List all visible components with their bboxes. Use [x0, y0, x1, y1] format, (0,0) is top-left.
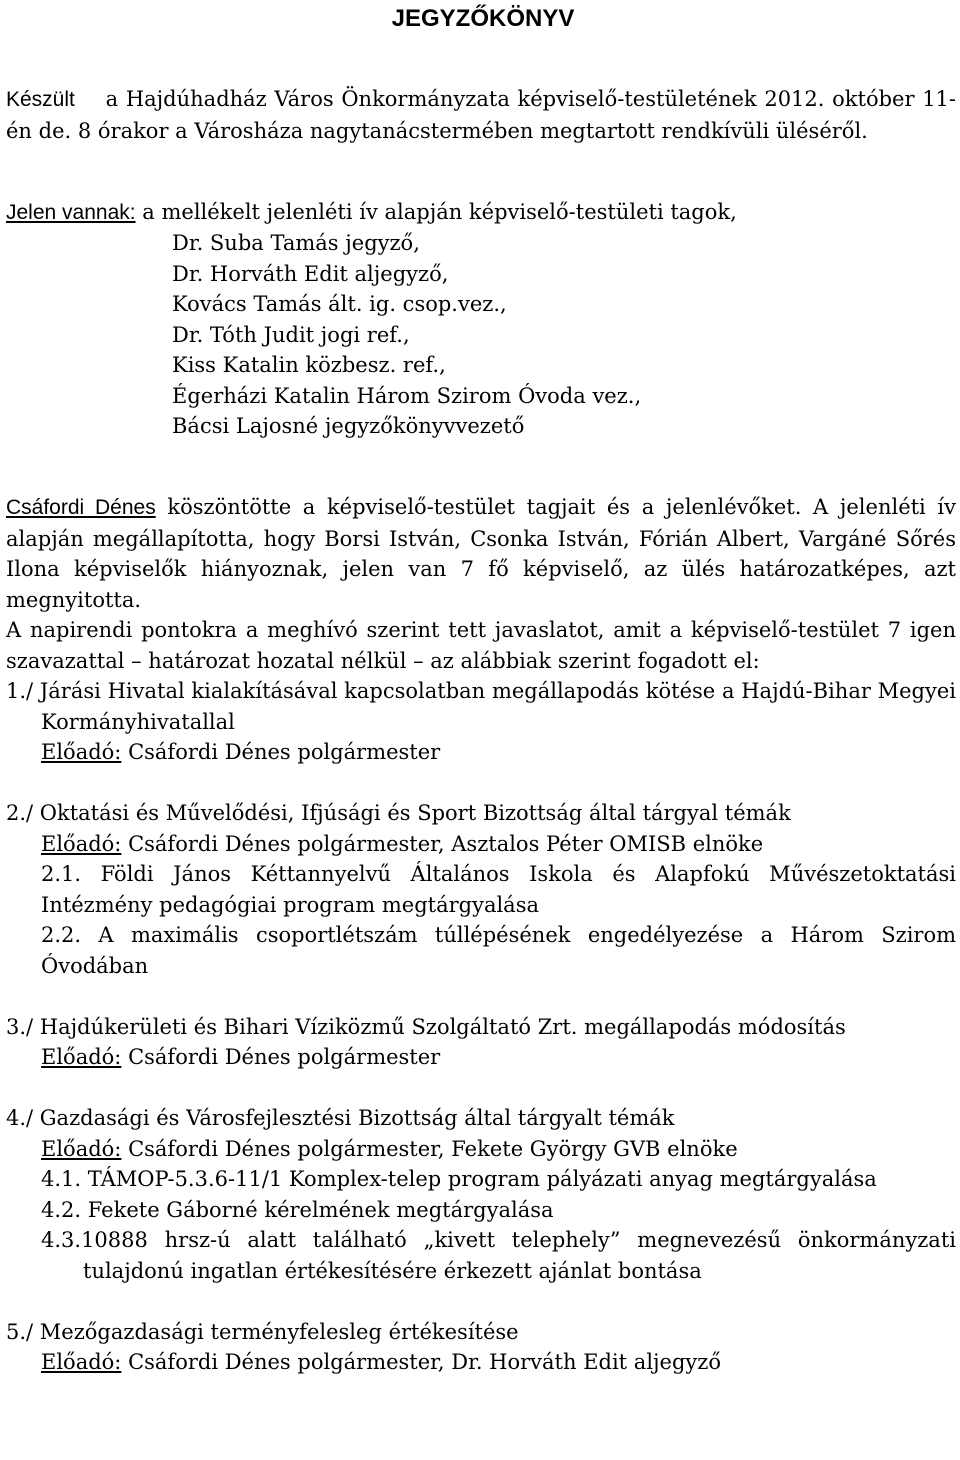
intro-label: Készült [6, 88, 75, 111]
present-paragraph [6, 197, 956, 229]
document-page [6, 4, 956, 1378]
agenda-item-2-2: 2.2. A maximális csoportlétszám túllépésének engedélyezése a Három Szirom Óvodában [41, 923, 956, 978]
agenda-item-5: 5./ Mezőgazdasági terményfelesleg értékesítése [6, 1319, 519, 1344]
agenda-item-1: 1./ Járási Hivatal kialakításával kapcsolatban megállapodás kötése a Hajdú-Bihar Megyei Kormányhivatallal [6, 679, 956, 734]
present-item: Bácsi Lajosné jegyzőkönyvvezető [172, 414, 525, 438]
agenda-item-3-presenter: Előadó: Csáfordi Dénes polgármester [41, 1045, 441, 1069]
intro-text: a Hajdúhadház Város Önkormányzata képviselő-testületének 2012. október 11-én de. 8 órakor a Városháza nagytanácstermében megtartott rendkívüli üléséről. [6, 87, 957, 143]
agenda-item-3: 3./ Hajdúkerületi és Bihari Víziközmű Szolgáltató Zrt. megállapodás módosítás [6, 1014, 846, 1039]
presenter-label: Előadó: [41, 1136, 122, 1161]
agenda-item-2-presenter: Előadó: Csáfordi Dénes polgármester, Asztalos Péter OMISB elnöke [41, 831, 764, 856]
presenter-label: Előadó: [41, 1045, 122, 1069]
agenda-item-2: 2./ Oktatási és Művelődési, Ifjúsági és Sport Bizottság által tárgyal témák [6, 801, 791, 825]
presenter-label: Előadó: [41, 740, 122, 764]
intro-paragraph [6, 84, 956, 146]
present-text: a mellékelt jelenléti ív alapján képviselő-testületi tagok, [142, 199, 737, 224]
presenter-label: Előadó: [41, 831, 122, 856]
present-item: Dr. Horváth Edit aljegyző, [172, 261, 449, 286]
chair-text: köszöntötte a képviselő-testület tagjait és a jelenlévőket. A jelenléti ív alapján megállapította, hogy Borsi István, Csonka István, Fórián Albert, Vargáné Sőrés Ilona képviselők hiányoznak, jelen van 7 fő képviselő, az ülés határozatképes, azt megnyitotta. [6, 495, 956, 612]
agenda-item-4-1: 4.1. TÁMOP-5.3.6-11/1 Komplex-telep program pályázati anyag megtárgyalása [41, 1167, 877, 1191]
agenda-item-4: 4./ Gazdasági és Városfejlesztési Bizottság által tárgyalt témák [6, 1106, 675, 1130]
agenda-item-4-2: 4.2. Fekete Gáborné kérelmének megtárgyalása [41, 1197, 554, 1222]
agenda-item-4-3: 4.3.10888 hrsz-ú alatt található „kivett telephely” megnevezésű önkormányzati tulajdonú ingatlan értékesítésére érkezett ajánlat bontása [41, 1228, 956, 1283]
present-list [6, 228, 956, 442]
present-item: Kovács Tamás ált. ig. csop.vez., [172, 292, 507, 316]
chair-name: Csáfordi Dénes [6, 496, 156, 519]
agenda-intro: A napirendi pontokra a meghívó szerint tett javaslatot, amit a képviselő-testület 7 igen szavazattal – határozat hozatal nélkül – az alábbiak szerint fogadott el: [6, 618, 956, 673]
document-title: JEGYZŐKÖNYV [391, 5, 575, 32]
present-item: Dr. Tóth Judit jogi ref., [172, 322, 410, 347]
agenda-item-5-presenter: Előadó: Csáfordi Dénes polgármester, Dr. Horváth Edit aljegyző [41, 1350, 721, 1374]
present-label: Jelen vannak: [6, 200, 136, 224]
agenda-item-4-presenter: Előadó: Csáfordi Dénes polgármester, Fekete György GVB elnöke [41, 1136, 738, 1161]
agenda-item-2-1: 2.1. Földi János Kéttannyelvű Általános Iskola és Alapfokú Művészetoktatási Intézmény pedagógiai program megtárgyalása [41, 862, 956, 917]
agenda-item-1-presenter: Előadó: Csáfordi Dénes polgármester [41, 740, 441, 764]
present-item: Égerházi Katalin Három Szirom Óvoda vez., [172, 383, 642, 408]
present-item: Dr. Suba Tamás jegyző, [172, 231, 420, 255]
presenter-label: Előadó: [41, 1350, 122, 1374]
chair-paragraph [6, 492, 956, 615]
present-item: Kiss Katalin közbesz. ref., [172, 353, 446, 377]
